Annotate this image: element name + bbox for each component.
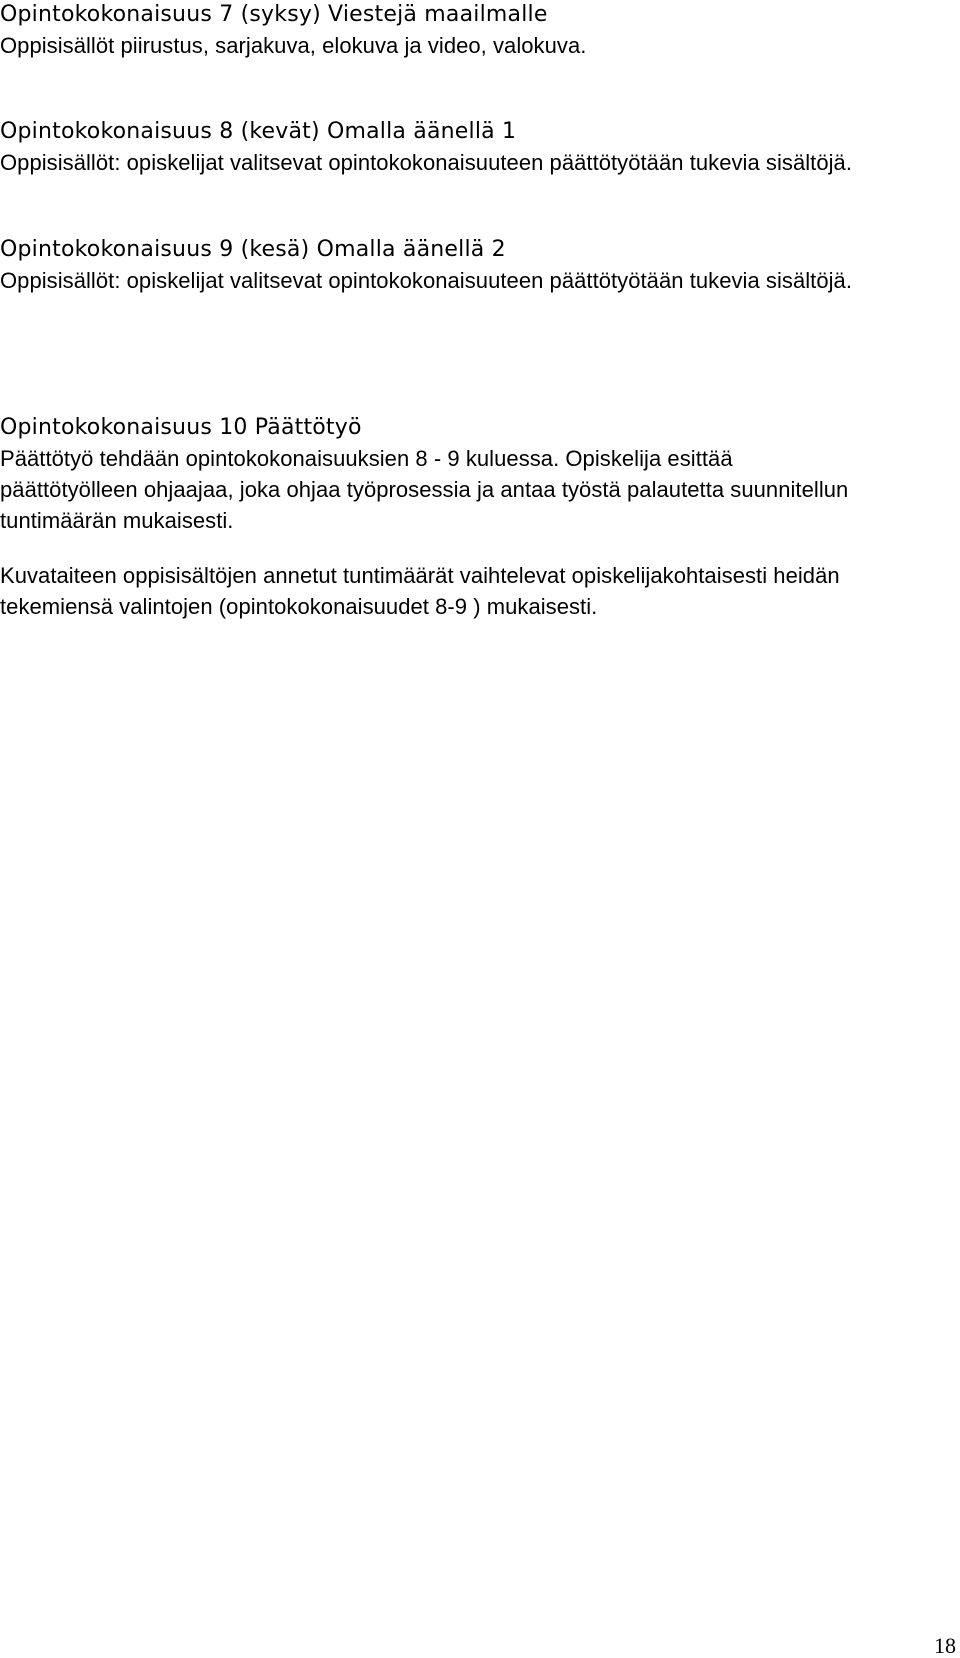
section-heading: Opintokokonaisuus 9 (kesä) Omalla äänellä 2 (0, 237, 506, 262)
section-7 (0, 0, 950, 61)
section-body: Oppisisällöt: opiskelijat valitsevat opintokokonaisuuteen päättötyötään tukevia sisältöjä. (0, 150, 853, 175)
section-10 (0, 413, 950, 536)
closing-paragraph (0, 560, 950, 622)
section-9 (0, 235, 950, 296)
section-body: Päättötyö tehdään opintokokonaisuuksien 8 - 9 kuluessa. Opiskelija esittää päättötyölleen ohjaajaa, joka ohjaa työprosessia ja antaa työstä palautetta suunnitellun tuntimäärän mukaisesti. (0, 446, 849, 533)
section-body: Oppisisällöt piirustus, sarjakuva, elokuva ja video, valokuva. (0, 33, 587, 58)
closing-text: Kuvataiteen oppisisältöjen annetut tuntimäärät vaihtelevat opiskelijakohtaisesti heidän tekemiensä valintojen (opintokokonaisuudet 8-9 ) mukaisesti. (0, 563, 840, 619)
section-body: Oppisisällöt: opiskelijat valitsevat opintokokonaisuuteen päättötyötään tukevia sisältöjä. (0, 268, 853, 293)
section-heading: Opintokokonaisuus 7 (syksy) Viestejä maailmalle (0, 2, 548, 27)
section-heading: Opintokokonaisuus 10 Päättötyö (0, 415, 362, 440)
section-8 (0, 117, 950, 178)
section-heading: Opintokokonaisuus 8 (kevät) Omalla äänellä 1 (0, 119, 517, 144)
page-number: 18 (934, 1633, 956, 1658)
